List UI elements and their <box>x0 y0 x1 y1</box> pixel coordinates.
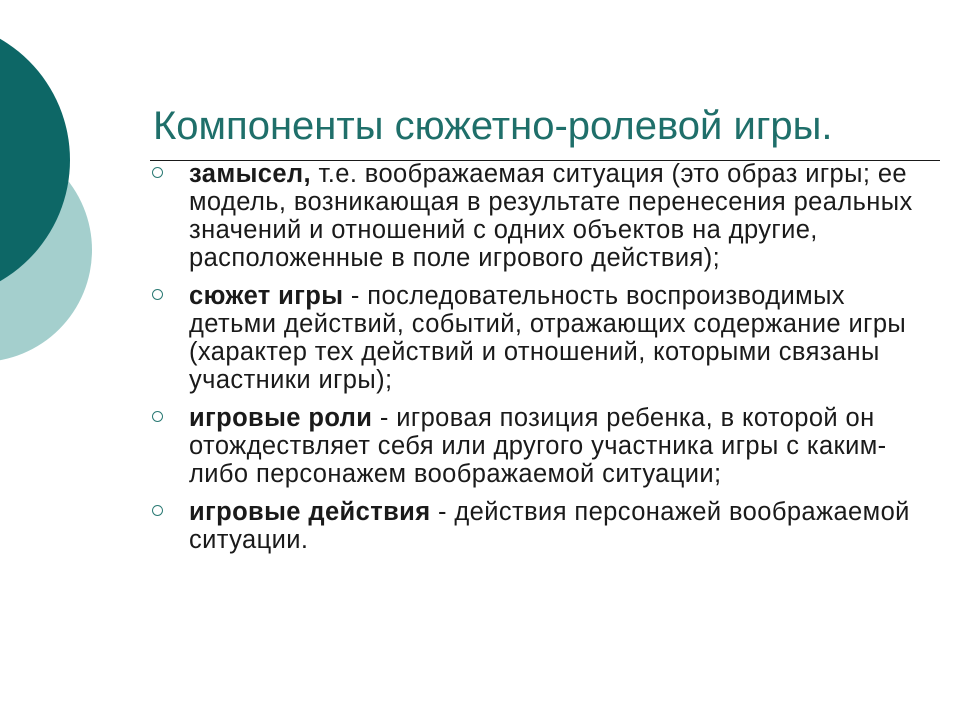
bullet-item <box>152 498 932 554</box>
bullet-text: - игровая позиция ребенка, в которой он отождествляет себя или другого участника игры с каким-либо персонажем воображаемой ситуации; <box>189 404 887 488</box>
bullet-term: игровые роли <box>189 404 373 432</box>
decorative-circles <box>0 0 130 400</box>
bullet-circle-icon <box>152 167 163 178</box>
bullet-term: сюжет игры <box>189 282 344 310</box>
bullet-circle-icon <box>152 505 163 516</box>
bullet-item <box>152 160 932 272</box>
bullet-term: замысел, <box>189 160 312 188</box>
bullet-item <box>152 282 932 394</box>
bullet-list <box>152 160 932 564</box>
bullet-text: - последовательность воспроизводимых детьми действий, событий, отражающих содержание игры (характер тех действий и отношений, которыми связаны участники игры); <box>189 282 907 394</box>
bullet-text: т.е. воображаемая ситуация (это образ игры; ее модель, возникающая в результате перенесения реальных значений и отношений с одних объектов на другие, расположенные в поле игрового действия); <box>189 160 913 272</box>
bullet-term: игровые действия <box>189 498 431 526</box>
bullet-item <box>152 404 932 488</box>
slide-title: Компоненты сюжетно-ролевой игры. <box>153 104 833 148</box>
bullet-circle-icon <box>152 289 163 300</box>
bullet-text: - действия персонажей воображаемой ситуации. <box>189 498 910 554</box>
bullet-circle-icon <box>152 411 163 422</box>
